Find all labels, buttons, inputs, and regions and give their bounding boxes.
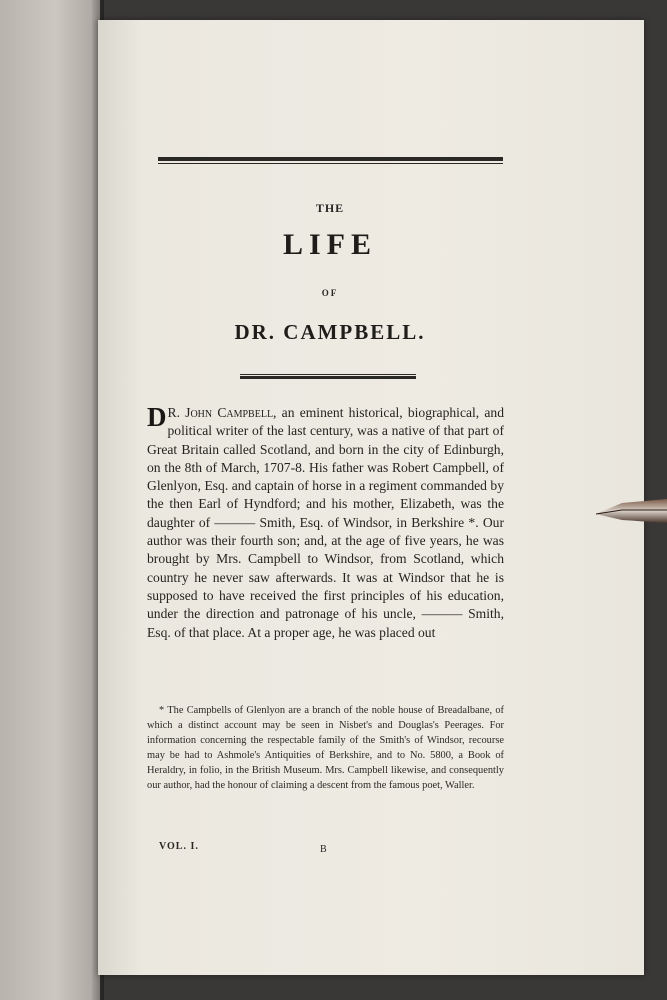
body-text: an eminent historical, biographical, and political writer of the last century, was a native of that part of Great Britain called Scotland, and born in the city of Edinburgh, on the 8th of March, 1707-8. His father was Robert Campbell, of Glenlyon, Esq. and captain of horse in a regiment commanded by the then Earl of Hyndford; and his mother, Elizabeth, was the daughter of ——— Smith, Esq. of Windsor, in Berkshire *. Our author was their fourth son; and, at the age of five years, he was brought by Mrs. Campbell to Windsor, from Scotland, which country he never saw afterwards. It was at Windsor that he is supposed to have received the first principles of his education, under the direction and patronage of his uncle, ——— Smith, Esq. of that place. At a proper age, he was placed out [147,405,505,640]
facing-page [0,0,100,1000]
body-paragraph [147,404,504,642]
signature-mark: B [320,844,327,855]
title-the: THE [315,201,345,215]
footnote-text: * The Campbells of Glenlyon are a branch of the noble house of Breadalbane, of which a distinct account may be seen in Nisbet's and Douglas's Peerages. For information concerning the respectable family of the Smith's of Windsor, recourse may be had to Ashmole's Antiquities of Berkshire, and to No. 5800, a Book of Heraldry, in folio, in the British Museum. Mrs. Campbell likewise, and consequently our author, had the honour of claiming a descent from the famous poet, Waller. [147,705,504,792]
book-page [98,20,644,975]
opening-rest: R. [167,405,180,420]
title-of: OF [321,288,339,298]
top-double-rule [158,157,503,164]
middle-rule [240,374,416,379]
footnote [147,703,504,794]
drop-cap: D [147,402,167,432]
title-name: DR. CAMPBELL. [234,320,426,344]
title-life: LIFE [282,228,378,261]
opening-name: John Campbell, [185,405,277,420]
pen-pointer-icon [596,497,667,525]
volume-label: VOL. I. [159,841,199,852]
